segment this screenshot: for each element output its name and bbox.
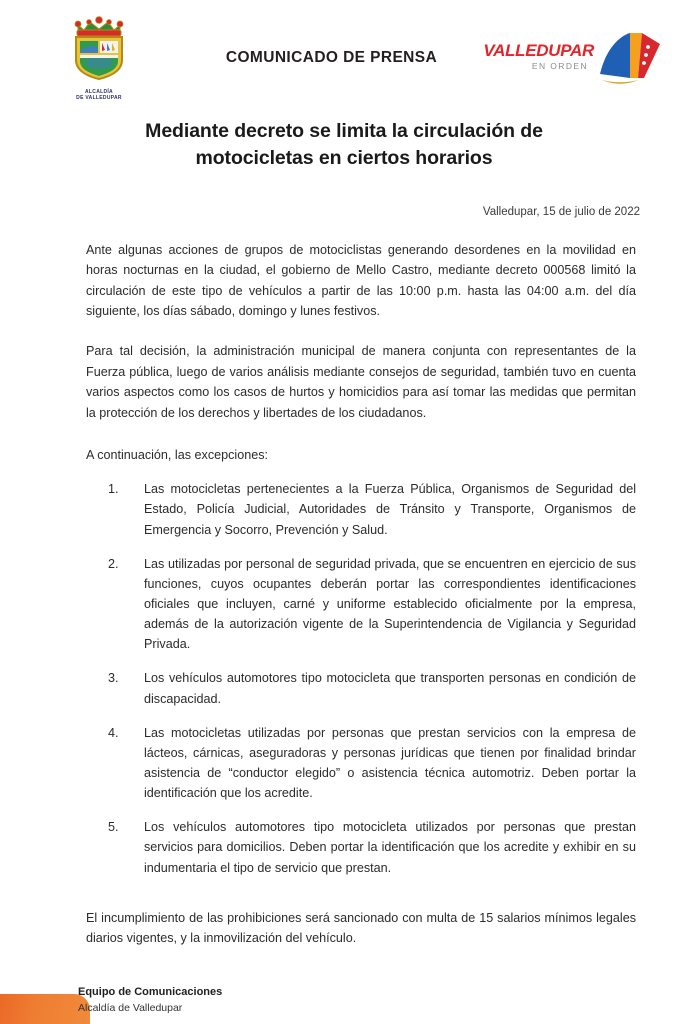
valledupar-coat-of-arms: [56, 15, 142, 102]
list-item-text: Las motocicletas pertenecientes a la Fuerza Pública, Organismos de Seguridad del Estado, Policía Judicial, Autoridades de Tránsito y Transporte, Organismos de Emergencia y Socorro, Prevención y Salud.: [144, 482, 636, 537]
exceptions-list: [86, 479, 636, 877]
list-item-text: Las motocicletas utilizadas por personas que prestan servicios con la empresa de lácteos, cárnicas, aseguradoras y personas jurídicas que tienen por finalidad brindar asistencia de “conductor elegido” o asistencia técnica automotriz. Deben portar la identificación que los acredite.: [144, 725, 636, 801]
list-item-number: 3.: [108, 671, 119, 686]
list-item: [86, 723, 636, 804]
exceptions-intro: A continuación, las excepciones:: [86, 447, 269, 462]
list-item-text: Los vehículos automotores tipo motocicleta que transporten personas en condición de discapacidad.: [144, 671, 636, 706]
footer-team-name: Equipo de Comunicaciones: [78, 985, 223, 998]
document-header: [0, 0, 688, 108]
logo-tagline: EN ORDEN: [531, 60, 588, 71]
list-item-number: 5.: [108, 820, 119, 835]
footer-organization: Alcaldía de Valledupar: [78, 1001, 183, 1014]
list-item-number: 2.: [108, 556, 119, 571]
coat-of-arms-caption-line1: ALCALDÍA: [85, 88, 113, 95]
logo-text-block: [483, 42, 594, 75]
list-item: [86, 668, 636, 708]
header-center-slot: [174, 49, 489, 67]
body-paragraph: Ante algunas acciones de grupos de motociclistas generando desordenes en la movilidad en horas nocturnas en la ciudad, el gobierno de Mello Castro, mediante decreto 000568 limitó la circulación de este tipo de vehículos a partir de las 10:00 p.m. hasta las 04:00 a.m. del día siguiente, los días sábado, domingo y lunes festivos.: [86, 242, 636, 318]
list-item-text: Los vehículos automotores tipo motocicleta utilizados por personas que prestan servicios para domicilios. Deben portar la identificación que los acredite y exhibir en su indumentaria el tipo de servicio que prestan.: [144, 820, 636, 875]
list-item: [86, 554, 636, 655]
page-title: Mediante decreto se limita la circulación de motocicletas en ciertos horarios: [145, 120, 543, 169]
banner-title: COMUNICADO DE PRENSA: [225, 49, 438, 66]
list-item-text: Las utilizadas por personal de seguridad privada, que se encuentren en ejercicio de sus funciones, cuyos ocupantes deberán portar las correspondientes identificaciones oficiales que incluyen, carné y uniforme establecido oficialmente por la empresa, además de la autorización vigente de la Superintendencia de Vigilancia y Seguridad Privada.: [144, 556, 636, 652]
list-item: [86, 479, 636, 539]
valledupar-en-orden-logo: [483, 30, 664, 86]
body-paragraph: Para tal decisión, la administración municipal de manera conjunta con representantes de la Fuerza pública, luego de varios análisis mediante consejos de seguridad, también tuvo en cuenta varios aspectos como los casos de hurtos y homicidios para así tomar las medidas que permitan la protección de los derechos y libertades de los ciudadanos.: [86, 344, 636, 420]
header-left-slot: [24, 15, 174, 102]
list-item-number: 4.: [108, 725, 119, 740]
logo-wordmark: VALLEDUPAR: [483, 40, 594, 60]
list-item-number: 1.: [108, 482, 119, 497]
dateline: Valledupar, 15 de julio de 2022: [482, 205, 640, 218]
coat-of-arms-icon: [68, 15, 130, 87]
header-right-slot: [483, 30, 664, 86]
coat-of-arms-caption: [76, 89, 122, 102]
document-body: [0, 240, 688, 949]
footer-accent-shape: [0, 994, 90, 1024]
list-item: [86, 817, 636, 877]
closing-paragraph: El incumplimiento de las prohibiciones será sancionado con multa de 15 salarios mínimos legales diarios vigentes, y la inmovilización del vehículo.: [86, 910, 636, 946]
document-footer: [0, 976, 688, 1024]
footer-signature: [78, 985, 222, 1016]
logo-fan-icon: [596, 30, 664, 86]
coat-of-arms-caption-line2: DE VALLEDUPAR: [76, 95, 122, 101]
